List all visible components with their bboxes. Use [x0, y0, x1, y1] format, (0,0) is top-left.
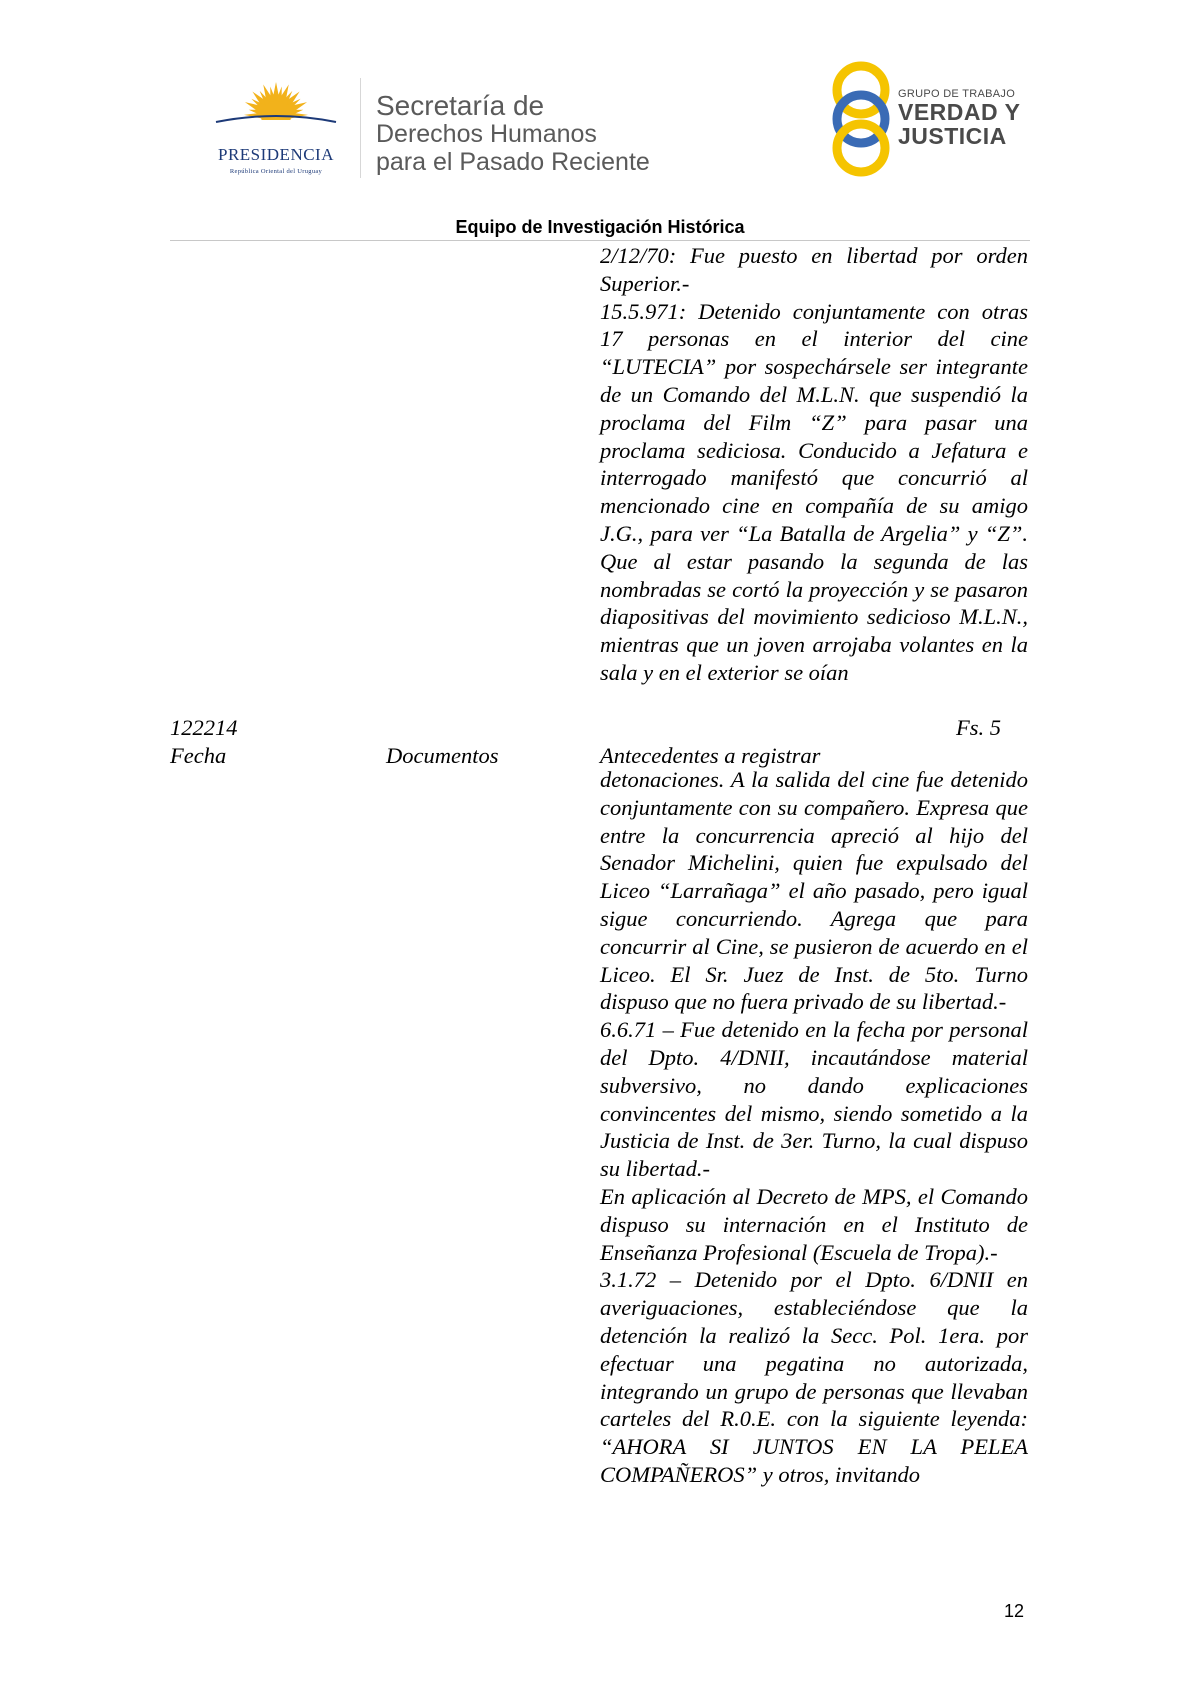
department-title: Equipo de Investigación Histórica	[455, 217, 745, 237]
logo-divider	[360, 78, 361, 178]
paragraph: detonaciones. A la salida del cine fue detenido conjuntamente con su compañero. Expresa que entre la concurrencia apreció al hijo del Senador Michelini, quien fue expulsado del Liceo “Larrañaga” el año pasado, pero igual sigue concurriendo. Agrega que para concurrir al Cine, se pusieron de acuerdo en el Liceo. El Sr. Juez de Inst. de 5to. Turno dispuso que no fuera privado de su libertad.-	[600, 767, 1028, 1015]
paragraph: 3.1.72 – Detenido por el Dpto. 6/DNII en averiguaciones, estableciéndose que la detención la realizó la Secc. Pol. 1era. por efectuar una pegatina no autorizada, integrando un grupo de personas que llevaban carteles del R.0.E. con la siguiente leyenda: “AHORA SI JUNTOS EN LA PELEA COMPAÑEROS” y otros, invitando	[600, 1267, 1028, 1487]
column-header-fecha: Fecha	[170, 743, 227, 768]
linked-rings-icon	[826, 60, 896, 178]
grupo-verdad-justicia-logo	[826, 60, 1026, 178]
secretaria-line2: Derechos Humanos	[376, 120, 597, 148]
grupo-line2: VERDAD Y	[898, 99, 1021, 125]
folio-number: Fs. 5	[956, 715, 1001, 740]
secretaria-title	[376, 92, 650, 176]
secretaria-line3: para el Pasado Reciente	[376, 148, 650, 176]
grupo-line3: JUSTICIA	[898, 123, 1007, 149]
bottom-text-column	[600, 766, 1028, 1489]
top-text-column	[600, 242, 1028, 687]
grupo-line1: GRUPO DE TRABAJO	[898, 88, 1016, 100]
sun-emblem-icon	[196, 82, 356, 152]
grupo-text	[898, 88, 1020, 148]
presidencia-name: PRESIDENCIA	[217, 145, 334, 164]
column-header-documentos: Documentos	[386, 743, 499, 768]
paragraph: 6.6.71 – Fue detenido en la fecha por personal del Dpto. 4/DNII, incautándose material subversivo, no dando explicaciones convincentes del mismo, siendo sometido a la Justicia de Inst. de 3er. Turno, la cual dispuso su libertad.-	[600, 1017, 1028, 1182]
presidencia-logo	[196, 82, 356, 182]
reference-number: 122214	[170, 715, 238, 740]
column-header-antecedentes: Antecedentes a registrar	[600, 743, 821, 768]
paragraph: 2/12/70: Fue puesto en libertad por orden Superior.-	[600, 243, 1028, 296]
paragraph: En aplicación al Decreto de MPS, el Comando dispuso su internación en el Instituto de Enseñanza Profesional (Escuela de Tropa).-	[600, 1183, 1028, 1265]
paragraph: 15.5.971: Detenido conjuntamente con otras 17 personas en el interior del cine “LUTECIA” por sospechársele ser integrante de un Comando del M.L.N. que suspendió la proclama del Film “Z” para pasar una proclama sediciosa. Conducido a Jefatura e interrogado manifestó que concurrió al mencionado cine en compañía de su amigo J.G., para ver “La Batalla de Argelia” y “Z”. Que al estar pasando la segunda de las nombradas se cortó la proyección y se pasaron diapositivas del movimiento sedicioso M.L.N., mientras que un joven arrojaba volantes en la sala y en el exterior se oían	[600, 298, 1028, 685]
presidencia-subtitle: República Oriental del Uruguay	[229, 168, 323, 175]
secretaria-line1: Secretaría de	[376, 90, 545, 121]
header-rule	[170, 240, 1030, 241]
page-number: 12	[1004, 1601, 1025, 1621]
